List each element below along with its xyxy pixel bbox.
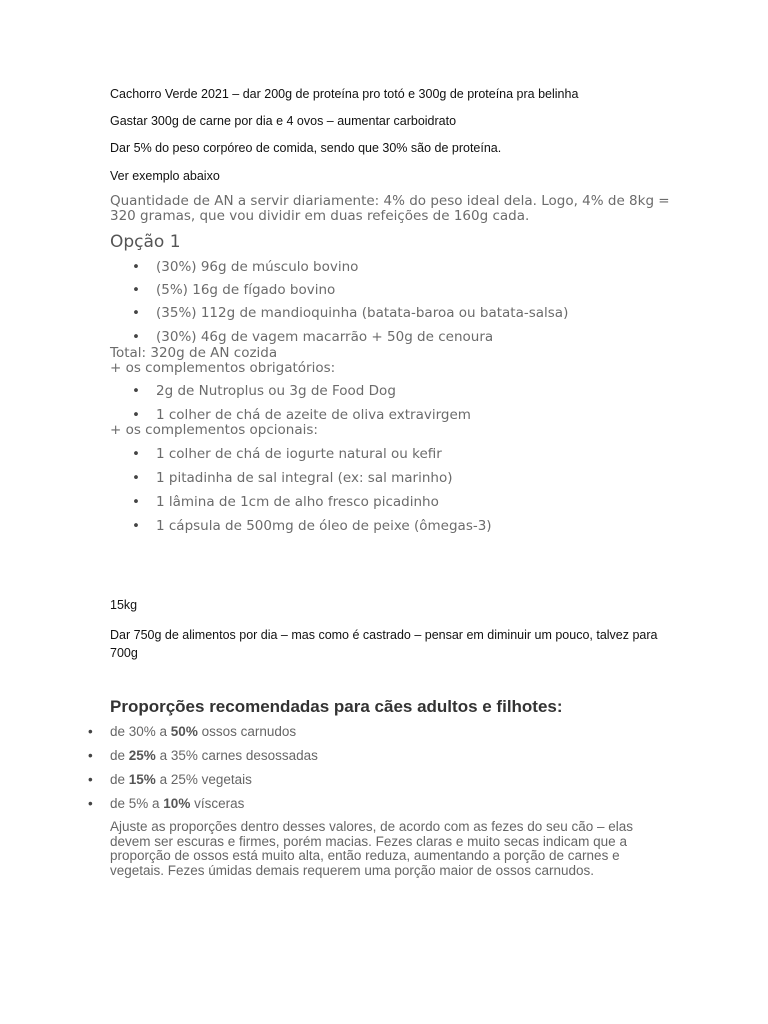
weight-label: 15kg [110, 598, 138, 612]
bullet-icon: • [132, 494, 140, 510]
list-item: • (35%) 112g de mandioquinha (batata-baroa ou batata-salsa) [132, 305, 569, 321]
list-item: • 1 lâmina de 1cm de alho fresco picadinho [132, 494, 439, 510]
list-item: • de 5% a 10% vísceras [88, 796, 245, 811]
mandatory-list [132, 383, 471, 423]
note-line-1: Cachorro Verde 2021 – dar 200g de proteína pro totó e 300g de proteína pra belinha [110, 87, 579, 101]
note-line-2: Gastar 300g de carne por dia e 4 ovos – aumentar carboidrato [110, 114, 457, 128]
bullet-icon: • [132, 282, 140, 298]
proportions-list [88, 724, 318, 820]
note-line-3: Dar 5% do peso corpóreo de comida, sendo que 30% são de proteína. [110, 141, 502, 155]
bullet-icon: • [132, 446, 140, 462]
list-item: • (5%) 16g de fígado bovino [132, 282, 336, 298]
list-item: • (30%) 96g de músculo bovino [132, 259, 359, 275]
proportions-title: Proporções recomendadas para cães adultos e filhotes: [110, 697, 563, 716]
optional-list [132, 446, 492, 534]
bullet-icon: • [132, 259, 140, 275]
mandatory-header: + os complementos obrigatórios: [110, 360, 336, 376]
total-line: Total: 320g de AN cozida [110, 345, 278, 361]
list-item: • (30%) 46g de vagem macarrão + 50g de cenoura [132, 329, 494, 345]
list-item: • 1 colher de chá de azeite de oliva extravirgem [132, 407, 471, 423]
list-item: • de 25% a 35% carnes desossadas [88, 748, 318, 763]
bullet-icon: • [132, 383, 140, 399]
second-dog-line: Dar 750g de alimentos por dia – mas como é castrado – pensar em diminuir um pouco, talvez para 700g [110, 628, 658, 660]
bullet-icon: • [132, 305, 140, 321]
list-item: • 2g de Nutroplus ou 3g de Food Dog [132, 383, 396, 399]
bullet-icon: • [132, 407, 140, 423]
note-line-4: Ver exemplo abaixo [110, 169, 220, 183]
list-item: • de 15% a 25% vegetais [88, 772, 252, 787]
bullet-icon: • [132, 518, 140, 534]
bullet-icon: • [132, 470, 140, 486]
list-item: • 1 pitadinha de sal integral (ex: sal marinho) [132, 470, 453, 486]
optional-header: + os complementos opcionais: [110, 422, 318, 438]
bullet-icon: • [88, 772, 93, 787]
list-item: • de 30% a 50% ossos carnudos [88, 724, 297, 739]
list-item: • 1 colher de chá de iogurte natural ou kefir [132, 446, 442, 462]
example-intro: Quantidade de AN a servir diariamente: 4% do peso ideal dela. Logo, 4% de 8kg = 320 gramas, que vou dividir em duas refeições de 160g cada. [110, 193, 670, 224]
bullet-icon: • [88, 724, 93, 739]
list-item: • 1 cápsula de 500mg de óleo de peixe (ômegas-3) [132, 518, 492, 534]
bullet-icon: • [88, 748, 93, 763]
bullet-icon: • [88, 796, 93, 811]
bullet-icon: • [132, 329, 140, 345]
proportions-paragraph: Ajuste as proporções dentro desses valores, de acordo com as fezes do seu cão – elas devem ser escuras e firmes, porém macias. Fezes claras e muito secas indicam que a proporção de ossos está muito alta, então reduza, aumentando a porção de carnes e vegetais. Fezes úmidas demais requerem uma porção maior de ossos carnudos. [110, 819, 634, 878]
option-title: Opção 1 [110, 232, 181, 252]
ingredient-list [132, 259, 569, 345]
